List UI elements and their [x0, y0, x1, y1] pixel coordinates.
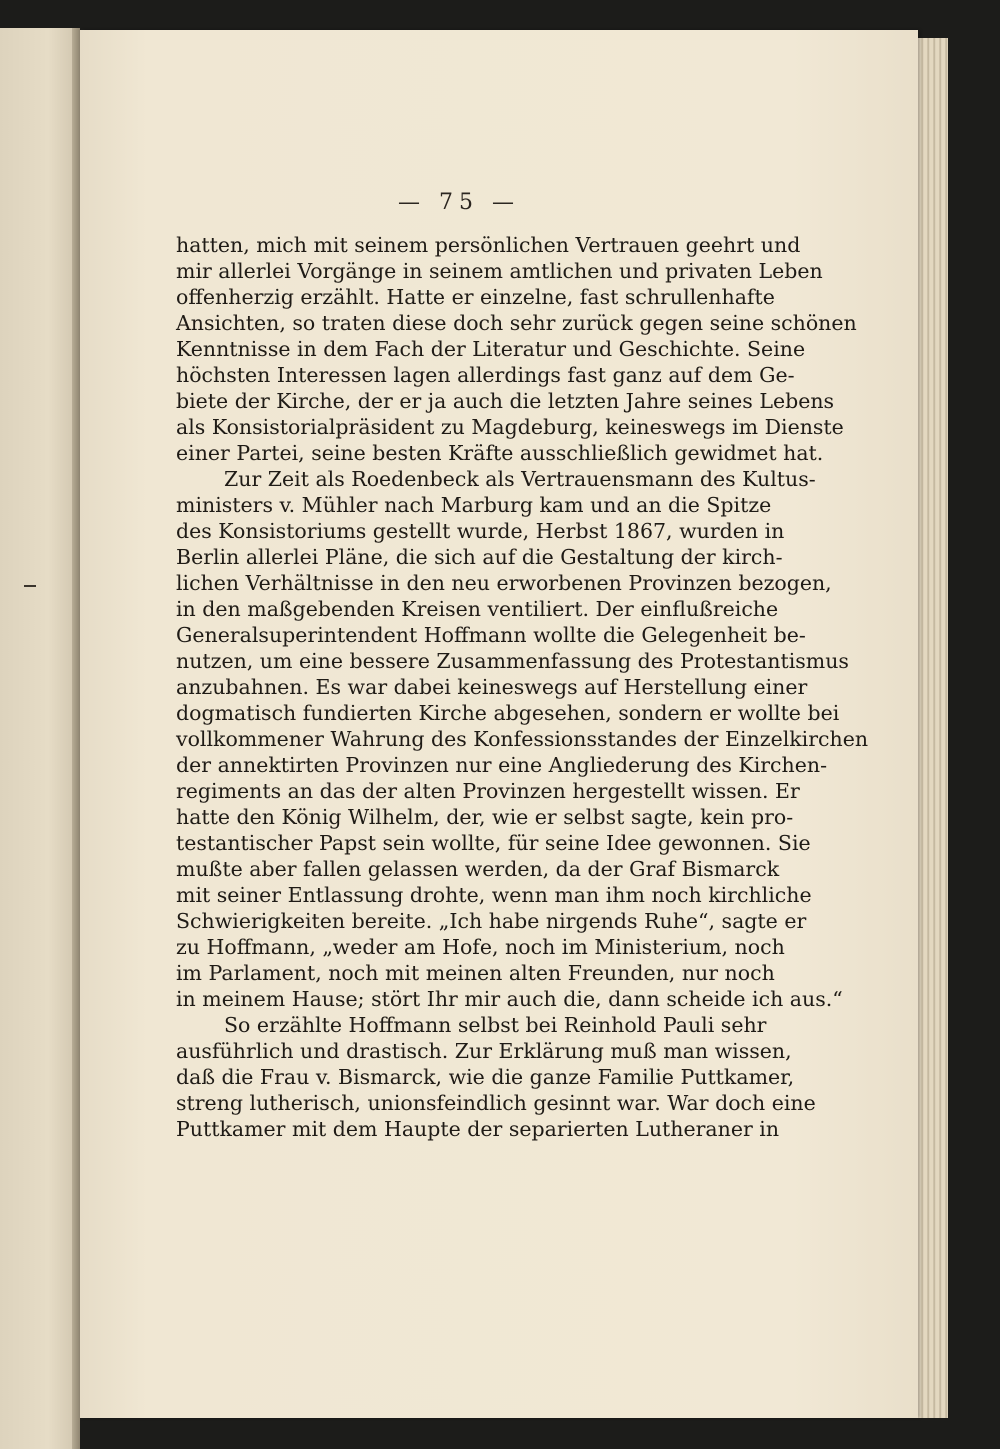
text-line: Generalsuperintendent Hoffmann wollte die Gelegenheit be-	[176, 623, 806, 647]
text-line: Kenntnisse in dem Fach der Literatur und Geschichte. Seine	[176, 337, 806, 361]
text-line: höchsten Interessen lagen allerdings fast ganz auf dem Ge-	[176, 363, 795, 387]
text-line: daß die Frau v. Bismarck, wie die ganze Familie Puttkamer,	[176, 1065, 795, 1089]
book-gutter	[72, 28, 80, 1449]
text-line: einer Partei, seine besten Kräfte ausschließlich gewidmet hat.	[176, 441, 824, 465]
text-line: anzubahnen. Es war dabei keineswegs auf Herstellung einer	[176, 675, 808, 699]
text-line: ausführlich und drastisch. Zur Erklärung muß man wissen,	[176, 1039, 792, 1063]
text-line: dogmatisch fundierten Kirche abgesehen, sondern er wollte bei	[176, 701, 840, 725]
text-line: Ansichten, so traten diese doch sehr zurück gegen seine schönen	[176, 311, 857, 335]
text-line: Puttkamer mit dem Haupte der separierten Lutheraner in	[176, 1117, 780, 1141]
text-line: Berlin allerlei Pläne, die sich auf die Gestaltung der kirch-	[176, 545, 783, 569]
margin-mark	[24, 585, 36, 587]
text-line: mir allerlei Vorgänge in seinem amtlichen und privaten Leben	[176, 259, 823, 283]
text-line: zu Hoffmann, „weder am Hofe, noch im Ministerium, noch	[176, 935, 785, 959]
text-line: streng lutherisch, unionsfeindlich gesinnt war. War doch eine	[176, 1091, 816, 1115]
text-line: in meinem Hause; stört Ihr mir auch die, dann scheide ich aus.“	[176, 987, 843, 1011]
page-number: — 75 —	[398, 190, 520, 215]
text-line: Zur Zeit als Roedenbeck als Vertrauensmann des Kultus-	[224, 467, 816, 491]
body-text	[176, 232, 869, 1142]
text-line: nutzen, um eine bessere Zusammenfassung des Protestantismus	[176, 649, 849, 673]
text-line: vollkommener Wahrung des Konfessionsstandes der Einzelkirchen	[176, 727, 869, 751]
text-line: als Konsistorialpräsident zu Magdeburg, keineswegs im Dienste	[176, 415, 844, 439]
text-line: ministers v. Mühler nach Marburg kam und an die Spitze	[176, 493, 772, 517]
text-line: biete der Kirche, der er ja auch die letzten Jahre seines Lebens	[176, 389, 835, 413]
text-line: der annektirten Provinzen nur eine Angliederung des Kirchen-	[176, 753, 828, 777]
text-line: hatten, mich mit seinem persönlichen Vertrauen geehrt und	[176, 233, 801, 257]
text-line: mit seiner Entlassung drohte, wenn man ihm noch kirchliche	[176, 883, 812, 907]
text-line: offenherzig erzählt. Hatte er einzelne, fast schrullenhafte	[176, 285, 775, 309]
text-line: in den maßgebenden Kreisen ventiliert. Der einflußreiche	[176, 597, 779, 621]
text-line: lichen Verhältnisse in den neu erworbenen Provinzen bezogen,	[176, 571, 832, 595]
text-line: hatte den König Wilhelm, der, wie er selbst sagte, kein pro-	[176, 805, 794, 829]
text-line: im Parlament, noch mit meinen alten Freunden, nur noch	[176, 961, 775, 985]
text-line: des Konsistoriums gestellt wurde, Herbst 1867, wurden in	[176, 519, 785, 543]
text-line: regiments an das der alten Provinzen hergestellt wissen. Er	[176, 779, 800, 803]
text-line: Schwierigkeiten bereite. „Ich habe nirgends Ruhe“, sagte er	[176, 909, 807, 933]
text-line: So erzählte Hoffmann selbst bei Reinhold Pauli sehr	[224, 1013, 767, 1037]
text-line: mußte aber fallen gelassen werden, da der Graf Bismarck	[176, 857, 780, 881]
text-line: testantischer Papst sein wollte, für seine Idee gewonnen. Sie	[176, 831, 811, 855]
left-page-edge	[0, 28, 80, 1449]
